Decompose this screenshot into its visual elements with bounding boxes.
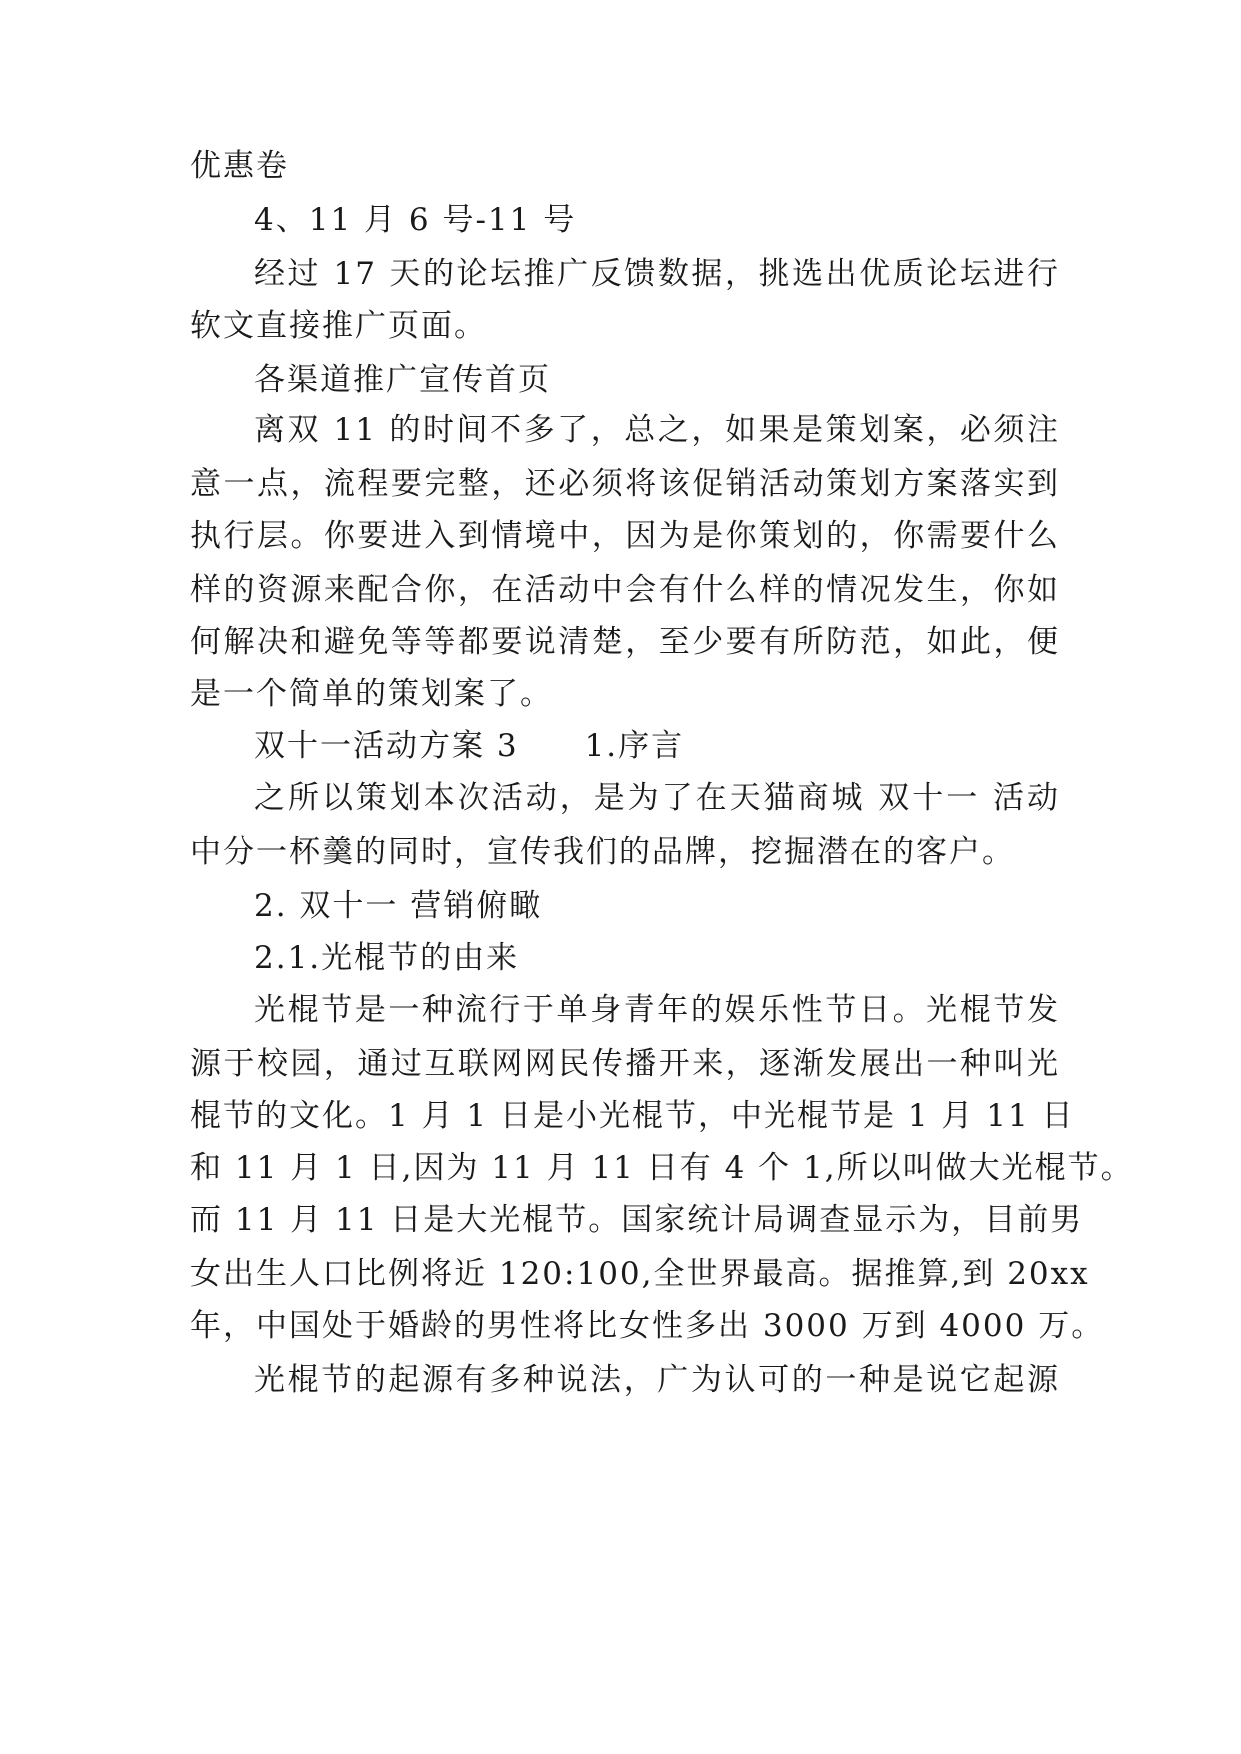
text-line: 何解决和避免等等都要说清楚，至少要有所防范，如此，便	[190, 624, 1060, 660]
text-line: 各渠道推广宣传首页	[254, 362, 551, 398]
text-line: 中分一杯羹的同时，宣传我们的品牌，挖掘潜在的客户。	[190, 834, 1015, 870]
text-line: 优惠卷	[190, 148, 289, 184]
text-line: 离双 11 的时间不多了，总之，如果是策划案，必须注	[254, 412, 1060, 448]
text-line: 光棍节是一种流行于单身青年的娱乐性节日。光棍节发	[254, 992, 1060, 1028]
text-line: 2. 双十一 营销俯瞰	[254, 888, 543, 924]
text-line: 而 11 月 11 日是大光棍节。国家统计局调查显示为，目前男	[190, 1202, 1084, 1238]
text-line: 双十一活动方案 3 1.序言	[254, 728, 685, 764]
text-line: 样的资源来配合你，在活动中会有什么样的情况发生，你如	[190, 572, 1060, 608]
text-line: 经过 17 天的论坛推广反馈数据，挑选出优质论坛进行	[254, 256, 1060, 292]
text-line: 源于校园，通过互联网网民传播开来，逐渐发展出一种叫光	[190, 1046, 1060, 1082]
text-line: 年，中国处于婚龄的男性将比女性多出 3000 万到 4000 万。	[190, 1308, 1105, 1344]
text-line: 和 11 月 1 日,因为 11 月 11 日有 4 个 1,所以叫做大光棍节。	[190, 1150, 1134, 1186]
text-line: 执行层。你要进入到情境中，因为是你策划的，你需要什么	[190, 518, 1060, 554]
text-line: 女出生人口比例将近 120:100,全世界最高。据推算,到 20xx	[190, 1256, 1090, 1292]
text-line: 软文直接推广页面。	[190, 308, 487, 344]
text-line: 2.1.光棍节的由来	[254, 940, 520, 976]
text-line: 之所以策划本次活动，是为了在天猫商城 双十一 活动	[254, 780, 1060, 816]
text-line: 是一个简单的策划案了。	[190, 676, 553, 712]
text-line: 棍节的文化。1 月 1 日是小光棍节，中光棍节是 1 月 11 日	[190, 1098, 1075, 1134]
text-line: 意一点，流程要完整，还必须将该促销活动策划方案落实到	[190, 466, 1060, 502]
text-line: 光棍节的起源有多种说法，广为认可的一种是说它起源	[254, 1362, 1060, 1398]
text-line: 4、11 月 6 号-11 号	[254, 202, 577, 238]
